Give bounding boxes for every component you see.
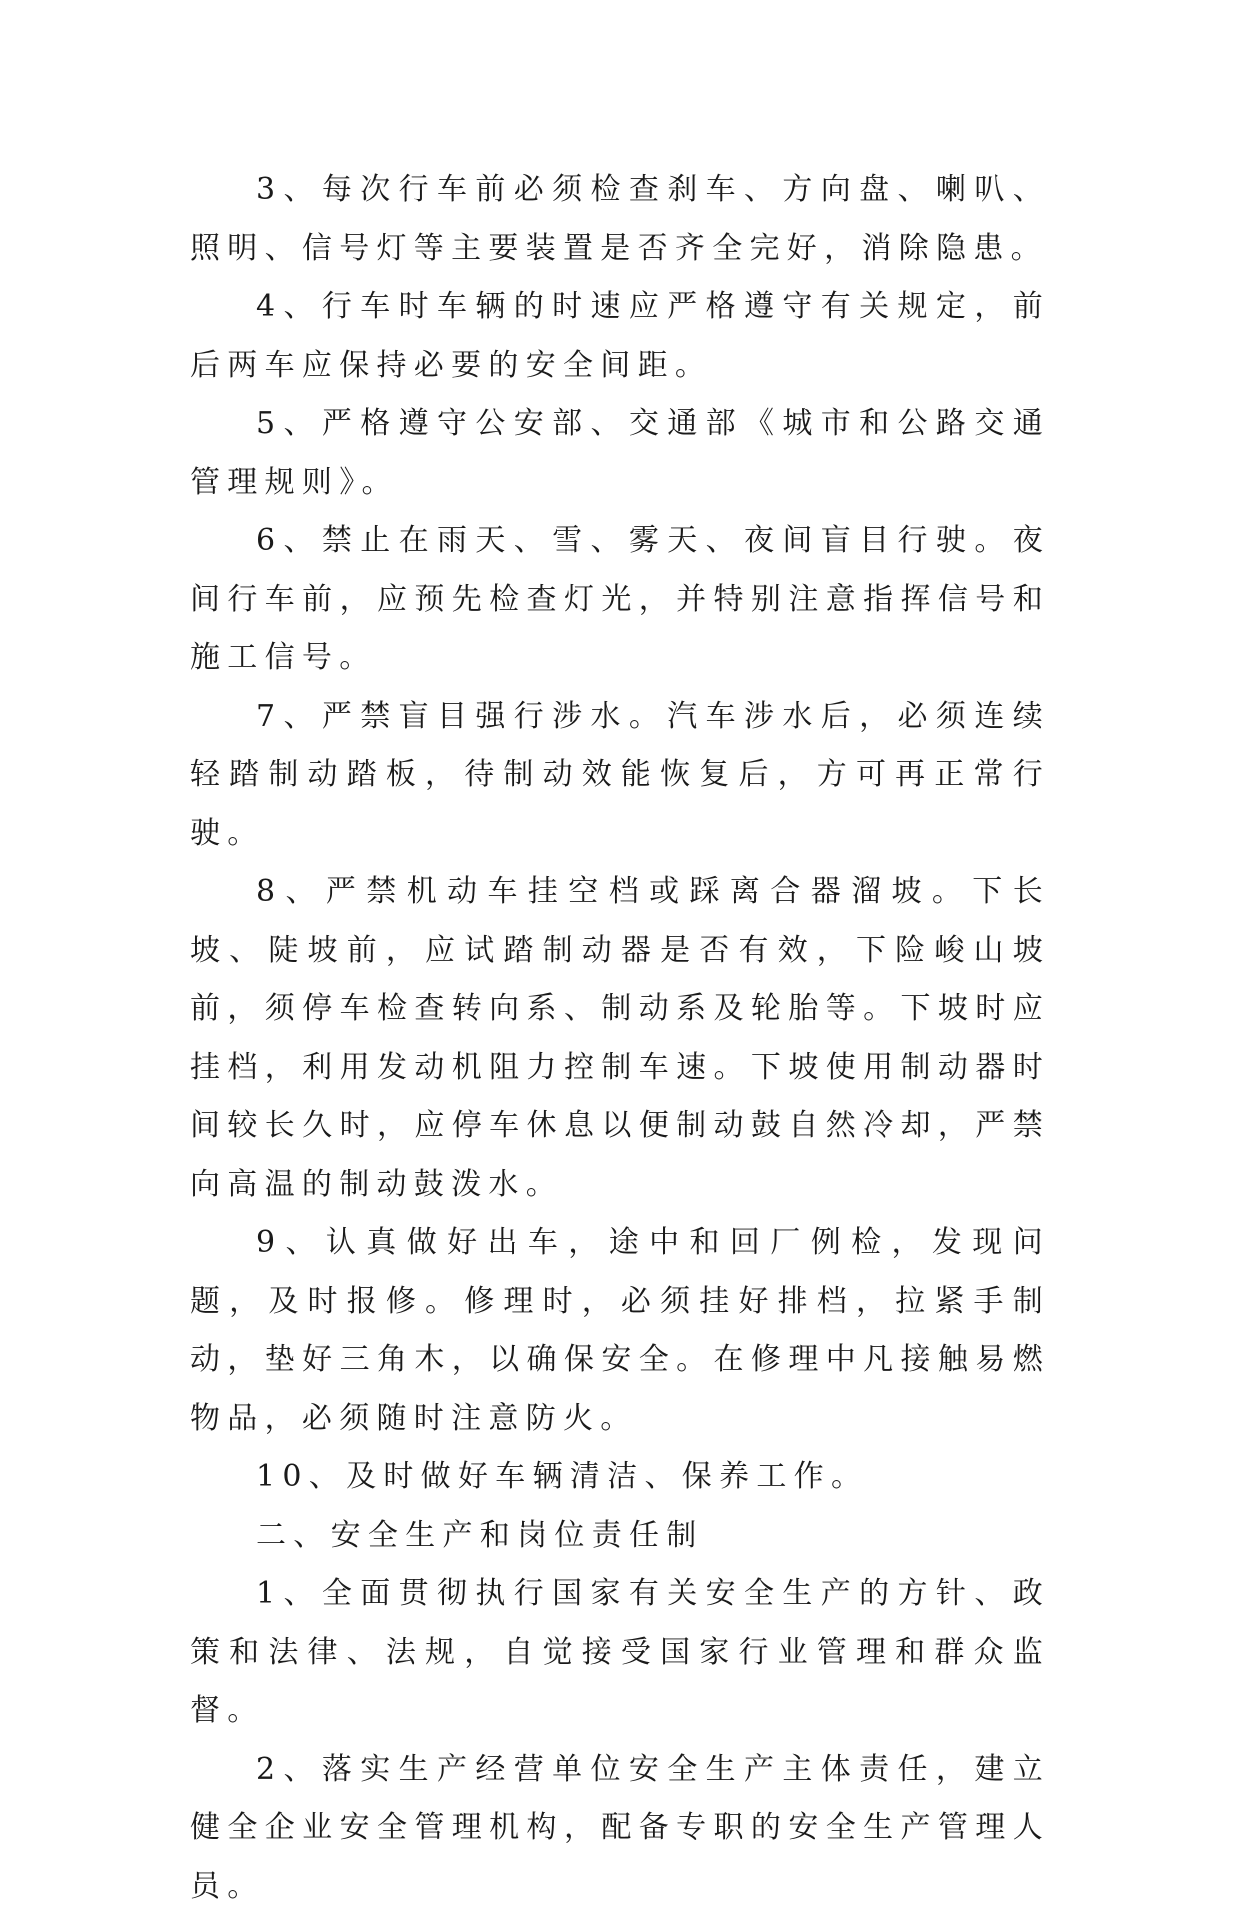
paragraph-item-6-bad-weather: 6、禁止在雨天、雪、雾天、夜间盲目行驶。夜间行车前，应预先检查灯光，并特别注意指挥信号和施工信号。 <box>190 512 1050 688</box>
paragraph-item-10-maintenance: 10、及时做好车辆清洁、保养工作。 <box>190 1448 1050 1507</box>
paragraph-item-2-management: 2、落实生产经营单位安全生产主体责任，建立健全企业安全管理机构，配备专职的安全生产管理人员。 <box>190 1741 1050 1916</box>
paragraph-item-1-policy: 1、全面贯彻执行国家有关安全生产的方针、政策和法律、法规，自觉接受国家行业管理和群众监督。 <box>190 1565 1050 1741</box>
paragraph-item-9-inspection: 9、认真做好出车，途中和回厂例检，发现问题，及时报修。修理时，必须挂好排档，拉紧手制动，垫好三角木，以确保安全。在修理中凡接触易燃物品，必须随时注意防火。 <box>190 1214 1050 1448</box>
paragraph-item-7-wading: 7、严禁盲目强行涉水。汽车涉水后，必须连续轻踏制动踏板，待制动效能恢复后，方可再正常行驶。 <box>190 688 1050 864</box>
paragraph-item-8-downhill: 8、严禁机动车挂空档或踩离合器溜坡。下长坡、陡坡前，应试踏制动器是否有效，下险峻山坡前，须停车检查转向系、制动系及轮胎等。下坡时应挂档，利用发动机阻力控制车速。下坡使用制动器时间较长久时，应停车休息以便制动鼓自然冷却，严禁向高温的制动鼓泼水。 <box>190 863 1050 1214</box>
paragraph-item-4-speed-limit: 4、行车时车辆的时速应严格遵守有关规定，前后两车应保持必要的安全间距。 <box>190 278 1050 395</box>
document-body <box>190 161 1050 1916</box>
section-heading-safety-responsibility: 二、安全生产和岗位责任制 <box>190 1507 1050 1566</box>
paragraph-item-3-brake-check: 3、每次行车前必须检查刹车、方向盘、喇叭、照明、信号灯等主要装置是否齐全完好，消除隐患。 <box>190 161 1050 278</box>
paragraph-item-5-traffic-rules: 5、严格遵守公安部、交通部《城市和公路交通管理规则》。 <box>190 395 1050 512</box>
